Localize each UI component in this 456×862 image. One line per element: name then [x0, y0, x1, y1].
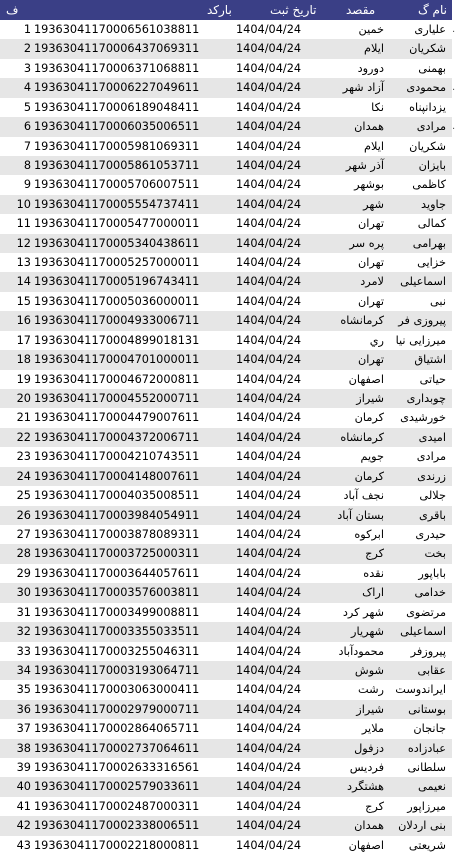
row-index: 1: [23, 23, 31, 36]
table-row: [0, 292, 456, 311]
table-row: [0, 331, 456, 350]
row-index: 27: [16, 527, 31, 541]
row-index: 24: [16, 469, 31, 483]
row-date: 1404/04/24: [236, 236, 302, 250]
row-index: 26: [16, 508, 31, 522]
table-row: [0, 447, 456, 466]
table-row: [0, 98, 456, 117]
row-barcode: 19363041170004035008511: [34, 489, 200, 503]
row-index: 41: [16, 799, 31, 813]
row-date: 1404/04/24: [236, 625, 302, 639]
row-name: بهمنی: [418, 61, 446, 75]
row-destination: هشتگرد: [347, 780, 384, 794]
row-barcode: 19363041170005706007511: [34, 178, 200, 192]
table-row: [0, 719, 456, 738]
row-date: 1404/04/24: [236, 178, 302, 192]
row-name: شکریان: [409, 42, 446, 56]
row-date: 1404/04/24: [236, 663, 302, 677]
table-row: [0, 467, 456, 486]
row-index: 11: [16, 217, 31, 231]
row-name: جاوید: [421, 197, 446, 211]
row-barcode: 19363041170004372006711: [34, 430, 200, 444]
row-barcode: 19363041170006189048411: [34, 100, 200, 114]
row-destination: دورود: [357, 61, 384, 75]
table-row: [0, 428, 456, 447]
row-date: 1404/04/24: [236, 819, 302, 833]
row-index: 34: [16, 663, 31, 677]
row-name: بهرامی: [412, 236, 446, 250]
table-row: [0, 408, 456, 427]
row-index: 8: [23, 158, 31, 172]
row-index: 21: [16, 411, 31, 425]
row-barcode: 19363041170006437069311: [34, 42, 200, 56]
row-date: 1404/04/24: [236, 256, 302, 270]
row-barcode: 19363041170003255046311: [34, 644, 200, 658]
row-index: 9: [23, 178, 31, 192]
row-date: 1404/04/24: [236, 372, 302, 386]
row-destination: ابرکوه: [354, 527, 384, 541]
row-date: 1404/04/24: [236, 120, 302, 134]
table-row: [0, 525, 456, 544]
row-name: اسماعیلی: [400, 275, 446, 289]
row-barcode: 19363041170004701000011: [34, 353, 200, 367]
row-barcode: 19363041170003063000411: [34, 683, 200, 697]
row-date: 1404/04/24: [236, 158, 302, 172]
row-date: 1404/04/24: [236, 547, 302, 561]
row-barcode: 19363041170002979000711: [34, 702, 200, 716]
row-index: 17: [16, 333, 31, 347]
header-barcode: بارکد: [207, 3, 232, 17]
row-name: یزدانپناه: [409, 100, 446, 114]
row-date: 1404/04/24: [236, 450, 302, 464]
row-destination: کرج: [365, 547, 384, 561]
row-destination: لامرد: [360, 275, 384, 289]
table-row: [0, 836, 456, 855]
row-date: 1404/04/24: [236, 411, 302, 425]
row-destination: بوشهر: [354, 178, 384, 192]
row-name: خزایی: [417, 256, 446, 270]
row-index: 3: [23, 61, 31, 75]
row-name: اسماعیلی: [400, 625, 446, 639]
table-row: [0, 350, 456, 369]
header-index: ف: [6, 3, 19, 17]
row-destination: کرمانشاه: [340, 430, 384, 444]
row-date: 1404/04/24: [236, 275, 302, 289]
row-destination: نکا: [371, 100, 384, 114]
row-barcode: 19363041170004552000711: [34, 392, 200, 406]
row-date: 1404/04/24: [236, 644, 302, 658]
row-destination: محمودآباد: [338, 644, 384, 658]
row-destination: آذر شهر: [345, 158, 384, 172]
table-row: [0, 214, 456, 233]
row-destination: شهریار: [351, 625, 384, 639]
row-name: عقابی: [417, 663, 446, 677]
row-name: بنی اردلان: [398, 819, 446, 833]
row-name: کمالی: [417, 217, 446, 231]
row-destination: همدان: [354, 120, 384, 134]
table-row: [0, 603, 456, 622]
row-barcode: 19363041170005340438611: [34, 236, 200, 250]
row-date: 1404/04/24: [236, 702, 302, 716]
row-barcode: 19363041170002487000311: [34, 799, 200, 813]
row-barcode: 19363041170006561038811: [34, 23, 200, 36]
row-index: 28: [16, 547, 31, 561]
row-destination: شیراز: [356, 392, 384, 406]
row-destination: جویم: [360, 450, 384, 464]
row-destination: همدان: [354, 819, 384, 833]
table-row: [0, 583, 456, 602]
row-index: 12: [16, 236, 31, 250]
row-date: 1404/04/24: [236, 683, 302, 697]
row-destination: شهر: [363, 197, 384, 211]
row-barcode: 19363041170003576003811: [34, 586, 200, 600]
row-destination: اراک: [362, 586, 384, 600]
row-destination: کرمان: [354, 469, 384, 483]
row-index: 40: [16, 780, 31, 794]
row-destination: شهر کرد: [342, 605, 384, 619]
row-name: حیدری: [415, 527, 446, 541]
row-destination: ملایر: [361, 722, 384, 736]
row-destination: اصفهان: [348, 838, 384, 852]
row-barcode: 19363041170003193064711: [34, 663, 200, 677]
row-name: بایزان: [418, 158, 446, 172]
row-destination: دزفول: [354, 741, 384, 755]
table-row: [0, 156, 456, 175]
row-name: زرندی: [417, 469, 446, 483]
row-date: 1404/04/24: [236, 392, 302, 406]
row-index: 30: [16, 586, 31, 600]
row-date: 1404/04/24: [236, 430, 302, 444]
row-destination: نجف آباد: [343, 489, 384, 503]
row-index: 4: [23, 81, 31, 95]
row-date: 1404/04/24: [236, 566, 302, 580]
row-destination: کرمان: [354, 411, 384, 425]
row-index: 43: [16, 838, 31, 852]
header-name: نام گ: [418, 3, 447, 17]
row-barcode: 19363041170005861053711: [34, 158, 200, 172]
table-row: [0, 59, 456, 78]
row-destination: ایلام: [363, 139, 384, 153]
row-name: جلالی: [419, 489, 446, 503]
row-barcode: 19363041170004479007611: [34, 411, 200, 425]
row-barcode: 19363041170002338006511: [34, 819, 200, 833]
row-barcode: 19363041170004933006711: [34, 314, 200, 328]
row-name: شریعتی: [408, 838, 446, 852]
table-row: [0, 234, 456, 253]
row-destination: رشت: [357, 683, 384, 697]
row-index: 37: [16, 722, 31, 736]
row-index: 6: [23, 120, 31, 134]
row-date: 1404/04/24: [236, 314, 302, 328]
header-date: تاریخ ثبت: [270, 3, 317, 17]
table-row: [0, 816, 456, 835]
row-date: 1404/04/24: [236, 333, 302, 347]
row-index: 5: [23, 100, 31, 114]
row-date: 1404/04/24: [236, 780, 302, 794]
table-row: [0, 544, 456, 563]
table-row: [0, 564, 456, 583]
row-name: میرزاپور: [407, 799, 446, 813]
row-date: 1404/04/24: [236, 586, 302, 600]
cell-edge-mark: .: [452, 24, 456, 35]
row-name: بخت: [424, 547, 446, 561]
row-barcode: 19363041170006227049611: [34, 81, 200, 95]
row-index: 23: [16, 450, 31, 464]
table-row: [0, 622, 456, 641]
table-row: [0, 39, 456, 58]
row-name: خدامی: [414, 586, 446, 600]
row-destination: پره سر: [349, 236, 384, 250]
row-date: 1404/04/24: [236, 294, 302, 308]
row-destination: کرمانشاه: [340, 314, 384, 328]
row-name: علیاری: [414, 23, 446, 36]
row-index: 25: [16, 489, 31, 503]
row-barcode: 19363041170005257000011: [34, 256, 200, 270]
row-index: 38: [16, 741, 31, 755]
row-index: 22: [16, 430, 31, 444]
row-destination: تهران: [357, 217, 384, 231]
row-date: 1404/04/24: [236, 761, 302, 775]
header-destination: مقصد: [346, 3, 376, 17]
table-row: [0, 117, 456, 136]
row-date: 1404/04/24: [236, 605, 302, 619]
row-name: نعیمی: [418, 780, 446, 794]
row-date: 1404/04/24: [236, 722, 302, 736]
row-index: 18: [16, 353, 31, 367]
row-date: 1404/04/24: [236, 139, 302, 153]
row-barcode: 19363041170002633316561: [34, 761, 200, 775]
row-index: 33: [16, 644, 31, 658]
row-index: 2: [23, 42, 31, 56]
row-barcode: 19363041170002737064611: [34, 741, 200, 755]
table-row: [0, 680, 456, 699]
row-date: 1404/04/24: [236, 61, 302, 75]
row-barcode: 19363041170003644057611: [34, 566, 200, 580]
row-destination: تهران: [357, 353, 384, 367]
table-row: [0, 272, 456, 291]
row-barcode: 19363041170004148007611: [34, 469, 200, 483]
cell-edge-mark: .: [452, 82, 456, 94]
row-name: بوستانی: [408, 702, 446, 716]
row-name: باباپور: [418, 566, 446, 580]
row-barcode: 19363041170002864065711: [34, 722, 200, 736]
row-name: سلطانی: [407, 761, 446, 775]
row-barcode: 19363041170004210743511: [34, 450, 200, 464]
row-barcode: 19363041170005036000011: [34, 294, 200, 308]
row-barcode: 19363041170004899018131: [34, 333, 200, 347]
table-row: [0, 777, 456, 796]
row-name: ایراندوست: [395, 683, 446, 697]
row-date: 1404/04/24: [236, 489, 302, 503]
row-date: 1404/04/24: [236, 527, 302, 541]
row-name: کاظمی: [412, 178, 446, 192]
row-name: جانجان: [413, 722, 446, 736]
table-row: [0, 137, 456, 156]
row-destination: شیراز: [356, 702, 384, 716]
row-index: 19: [16, 372, 31, 386]
table-row: [0, 642, 456, 661]
row-name: پیروزفر: [410, 644, 446, 658]
row-index: 7: [23, 139, 31, 153]
row-date: 1404/04/24: [236, 197, 302, 211]
row-date: 1404/04/24: [236, 508, 302, 522]
row-date: 1404/04/24: [236, 799, 302, 813]
row-name: میرزایی نیا: [395, 333, 446, 347]
row-name: پیروزی فر: [398, 314, 446, 328]
table-row: [0, 175, 456, 194]
row-barcode: 19363041170006371068811: [34, 61, 200, 75]
table-row: [0, 486, 456, 505]
row-destination: ري: [369, 333, 384, 347]
row-index: 15: [16, 294, 31, 308]
table-row: [0, 700, 456, 719]
row-name: حیاتی: [419, 372, 446, 386]
row-name: خورشیدی: [400, 411, 446, 425]
row-destination: تهران: [357, 294, 384, 308]
row-barcode: 19363041170003878089311: [34, 527, 200, 541]
table-row: [0, 797, 456, 816]
table-row: [0, 661, 456, 680]
row-name: عبادزاده: [407, 741, 446, 755]
row-date: 1404/04/24: [236, 838, 302, 852]
row-destination: خمین: [358, 23, 384, 36]
row-date: 1404/04/24: [236, 23, 302, 36]
table-header: [0, 0, 452, 20]
table-row: [0, 253, 456, 272]
row-barcode: 19363041170003984054911: [34, 508, 200, 522]
table-row: [0, 739, 456, 758]
row-destination: ایلام: [363, 42, 384, 56]
row-destination: تهران: [357, 256, 384, 270]
row-index: 32: [16, 625, 31, 639]
table-row: [0, 78, 456, 97]
row-barcode: 19363041170003499008811: [34, 605, 200, 619]
table-row: [0, 195, 456, 214]
row-date: 1404/04/24: [236, 469, 302, 483]
row-name: چوبداری: [406, 392, 446, 406]
row-date: 1404/04/24: [236, 217, 302, 231]
row-name: شکریان: [409, 139, 446, 153]
table-row: [0, 311, 456, 330]
row-destination: فردیس: [349, 761, 384, 775]
row-date: 1404/04/24: [236, 353, 302, 367]
row-index: 16: [16, 314, 31, 328]
row-barcode: 19363041170002218000811: [34, 838, 200, 852]
row-index: 14: [16, 275, 31, 289]
row-destination: آزاد شهر: [342, 81, 384, 95]
row-destination: بستان آباد: [337, 508, 384, 522]
row-name: مرادی: [416, 450, 446, 464]
row-index: 35: [16, 683, 31, 697]
row-name: مرادی: [416, 120, 446, 134]
table-row: [0, 506, 456, 525]
cell-edge-mark: .: [452, 121, 456, 133]
row-date: 1404/04/24: [236, 42, 302, 56]
row-barcode: 19363041170002579033611: [34, 780, 200, 794]
row-index: 36: [16, 702, 31, 716]
row-name: محمودی: [406, 81, 446, 95]
row-destination: نقده: [363, 566, 384, 580]
row-name: باقری: [418, 508, 446, 522]
row-index: 39: [16, 761, 31, 775]
row-barcode: 19363041170005981069311: [34, 139, 200, 153]
row-barcode: 19363041170005477000011: [34, 217, 200, 231]
row-barcode: 19363041170006035006511: [34, 120, 200, 134]
row-index: 13: [16, 256, 31, 270]
row-destination: کرج: [365, 799, 384, 813]
row-date: 1404/04/24: [236, 81, 302, 95]
row-barcode: 19363041170005554737411: [34, 197, 200, 211]
row-barcode: 19363041170003725000311: [34, 547, 200, 561]
row-index: 29: [16, 566, 31, 580]
table-row: [0, 758, 456, 777]
row-index: 31: [16, 605, 31, 619]
row-date: 1404/04/24: [236, 100, 302, 114]
row-index: 20: [16, 392, 31, 406]
row-name: امیدی: [418, 430, 446, 444]
row-destination: شوش: [354, 663, 384, 677]
row-index: 10: [16, 197, 31, 211]
row-name: مرتضوی: [406, 605, 446, 619]
row-date: 1404/04/24: [236, 741, 302, 755]
row-barcode: 19363041170003355033511: [34, 625, 200, 639]
row-barcode: 19363041170005196743411: [34, 275, 200, 289]
table-row: [0, 389, 456, 408]
table-row: [0, 20, 456, 39]
row-index: 42: [16, 819, 31, 833]
row-name: اشتیاق: [414, 353, 446, 367]
row-destination: اصفهان: [348, 372, 384, 386]
table-body: [0, 20, 456, 855]
table-row: [0, 370, 456, 389]
row-name: نبی: [430, 294, 446, 308]
row-barcode: 19363041170004672000811: [34, 372, 200, 386]
